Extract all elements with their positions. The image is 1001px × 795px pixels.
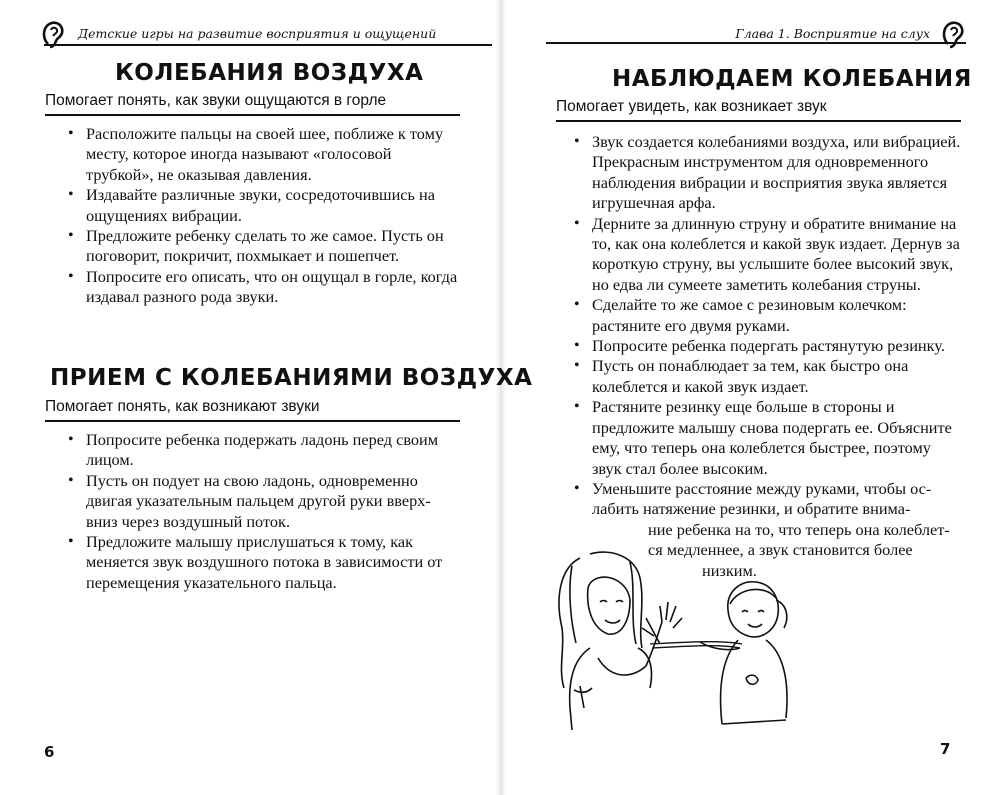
section-subtitle: Помогает увидеть, как возникает звук bbox=[556, 98, 961, 122]
list-item: • Попросите ребенка подержать ладонь перед своим лицом. bbox=[62, 430, 462, 471]
page-number-right: 7 bbox=[940, 740, 951, 758]
running-head-left: Детские игры на развитие восприятия и ощущений bbox=[44, 24, 492, 46]
list-item: • Сделайте то же самое с резиновым колечком: растяните его двумя руками. bbox=[568, 295, 962, 336]
section-title-observe-vibrations: НАБЛЮДАЕМ КОЛЕБАНИЯ bbox=[612, 66, 972, 92]
list-item-line: • Уменьшите расстояние между руками, чтобы ос- bbox=[592, 478, 932, 498]
section-subtitle: Помогает понять, как возникают звуки bbox=[45, 398, 460, 422]
list-item: • Предложите ребенку сделать то же самое. Пусть он поговорит, покричит, похмыкает и пошепчет. bbox=[62, 226, 462, 267]
list-item: • Дерните за длинную струну и обратите внимание на то, как она колеблется и какой звук издает. Дернув за короткую струну, вы услышите более высокий звук, но едва ли сумеете заметить колебания струны. bbox=[568, 214, 962, 296]
right-page bbox=[500, 0, 1001, 795]
list-item-line: лабить натяжение резинки, и обратите внима- bbox=[592, 499, 911, 519]
running-head-right: Глава 1. Восприятие на слух bbox=[546, 24, 966, 44]
woman-and-child-illustration bbox=[550, 548, 810, 730]
list-item: • Расположите пальцы на своей шее, поближе к тому месту, которое иногда называют «голосовой трубкой», не оказывая давления. bbox=[62, 124, 462, 185]
list-item: • Предложите малышу прислушаться к тому, как меняется звук воздушного потока в зависимости от перемещения указательного пальца. bbox=[62, 532, 462, 593]
ear-icon bbox=[940, 20, 966, 50]
bullet-list-air-vibrations bbox=[62, 124, 462, 308]
list-item-line: ся медленнее, а звук становится более bbox=[648, 540, 913, 560]
list-item: • Пусть он подует на свою ладонь, одновременно двигая указательным пальцем другой руки вверх-вниз через воздушный поток. bbox=[62, 471, 462, 532]
section-title-air-vibrations: КОЛЕБАНИЯ ВОЗДУХА bbox=[115, 60, 424, 86]
list-item: • Попросите его описать, что он ощущал в горле, когда издавал разного рода звуки. bbox=[62, 267, 462, 308]
section-title-air-technique: ПРИЕМ С КОЛЕБАНИЯМИ ВОЗДУХА bbox=[50, 365, 533, 391]
list-item-line: низким. bbox=[702, 560, 757, 580]
bullet-list-air-technique bbox=[62, 430, 462, 593]
list-item: • Попросите ребенка подергать растянутую резинку. bbox=[568, 336, 962, 356]
list-item-line: ние ребенка на то, что теперь она колеблет- bbox=[648, 519, 950, 539]
list-item: • Пусть он понаблюдает за тем, как быстро она колеблется и какой звук издает. bbox=[568, 356, 962, 397]
list-item: • Издавайте различные звуки, сосредоточившись на ощущениях вибрации. bbox=[62, 185, 462, 226]
page-number-left: 6 bbox=[44, 743, 55, 761]
list-item: • Растяните резинку еще больше в стороны и предложите малышу снова подергать ее. Объясните ему, что теперь она колеблется быстрее, поэтому звук стал более высоким. bbox=[568, 397, 962, 479]
bullet-list-observe-vibrations bbox=[568, 132, 962, 581]
list-item: • Звук создается колебаниями воздуха, или вибрацией. Прекрасным инструментом для одновременного наблюдения вибрации и восприятия звука является игрушечная арфа. bbox=[568, 132, 962, 214]
section-subtitle: Помогает понять, как звуки ощущаются в горле bbox=[45, 92, 460, 116]
